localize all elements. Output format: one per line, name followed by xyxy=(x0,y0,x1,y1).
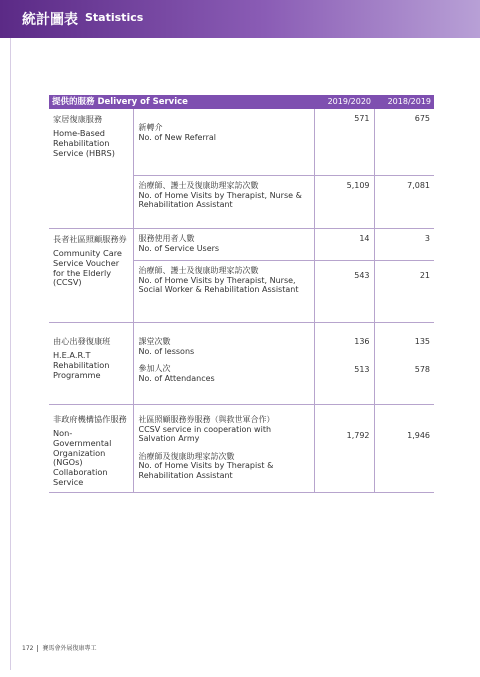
item-en: No. of Home Visits by Therapist & Rehabilitation Assistant xyxy=(138,461,274,480)
item-zh: 治療師、護士及復康助理家訪次數 xyxy=(138,266,259,275)
value-2018-2019: 3 xyxy=(374,229,434,261)
item-en: No. of Home Visits by Therapist, Nurse, Social Worker & Rehabilitation Assistant xyxy=(138,275,299,295)
value-lessons-2019-2020: 136 xyxy=(354,337,370,346)
value-2019-2020: 543 xyxy=(314,261,374,323)
item-zh: 社區照顧服務券服務（與救世軍合作） xyxy=(138,415,275,424)
value-lessons-2018-2019: 135 xyxy=(414,337,431,346)
category-en: H.E.A.R.T Rehabilitation Programme xyxy=(53,349,110,380)
header-year-2019-2020: 2019/2020 xyxy=(314,95,374,109)
value-attendances-2018-2019: 578 xyxy=(414,364,431,374)
service-item xyxy=(133,229,314,261)
item-en: No. of Home Visits by Therapist, Nurse & Rehabilitation Assistant xyxy=(138,190,302,210)
table-row-group xyxy=(49,323,434,405)
footer-text: 賽馬會外展復康專工 xyxy=(42,645,97,652)
value-2018-2019: 675 xyxy=(374,109,434,176)
value-2019-2020: 571 xyxy=(314,109,374,176)
page-footer xyxy=(22,643,96,652)
category-zh: 家居復康服務 xyxy=(53,114,103,124)
category-hbrs xyxy=(49,109,133,229)
service-item xyxy=(133,109,314,176)
page-number: 172 xyxy=(22,645,38,652)
service-item xyxy=(133,261,314,323)
item-en: No. of New Referral xyxy=(138,132,216,142)
category-ngo xyxy=(49,405,133,493)
value-2019-2020: 14 xyxy=(314,229,374,261)
banner-title-zh: 統計圖表 xyxy=(22,12,78,28)
category-en: Community Care Service Voucher for the Elderly (CCSV) xyxy=(53,247,122,288)
value-2018-2019: 21 xyxy=(374,261,434,323)
service-item xyxy=(133,176,314,229)
item-zh: 課堂次數 xyxy=(138,337,171,346)
table-row xyxy=(49,109,434,176)
item-zh: 新轉介 xyxy=(138,123,163,132)
value-2019-2020: 5,109 xyxy=(314,176,374,229)
item-zh: 參加人次 xyxy=(138,364,171,374)
item-en: CCSV service in cooperation with Salvation Army xyxy=(138,424,272,444)
statistics-table xyxy=(49,95,434,493)
item-zh: 服務使用者人數 xyxy=(138,234,195,243)
item-zh: 治療師及復康助理家訪次數 xyxy=(138,451,235,461)
value-attendances-2019-2020: 513 xyxy=(354,364,370,374)
item-en: No. of Service Users xyxy=(138,243,220,253)
category-zh: 由心出發復康班 xyxy=(53,336,111,346)
category-heart xyxy=(49,323,133,405)
value-2018-2019: 1,946 xyxy=(374,405,434,493)
header-delivery-of-service: 提供的服務 Delivery of Service xyxy=(49,95,314,109)
banner-title-en: Statistics xyxy=(85,11,144,24)
item-zh: 治療師、護士及復康助理家訪次數 xyxy=(138,181,259,190)
category-ccsv xyxy=(49,229,133,323)
service-items xyxy=(133,323,314,405)
page-banner xyxy=(0,0,480,38)
category-en: Home-Based Rehabilitation Service (HBRS) xyxy=(53,127,115,158)
values-2018-2019 xyxy=(374,323,434,405)
category-en: Non-Governmental Organization (NGOs) Collaboration Service xyxy=(53,427,112,488)
table-header-row xyxy=(49,95,434,109)
item-en: No. of Attendances xyxy=(138,373,215,383)
table-row xyxy=(49,229,434,261)
value-2018-2019: 7,081 xyxy=(374,176,434,229)
values-2019-2020 xyxy=(314,323,374,405)
service-items xyxy=(133,405,314,493)
value-2019-2020: 1,792 xyxy=(314,405,374,493)
item-en: No. of lessons xyxy=(138,346,195,356)
table-row-group xyxy=(49,405,434,493)
header-year-2018-2019: 2018/2019 xyxy=(374,95,434,109)
category-zh: 長者社區照顧服務券 xyxy=(53,234,127,244)
left-margin-rule xyxy=(10,38,11,670)
category-zh: 非政府機構協作服務 xyxy=(53,414,127,424)
